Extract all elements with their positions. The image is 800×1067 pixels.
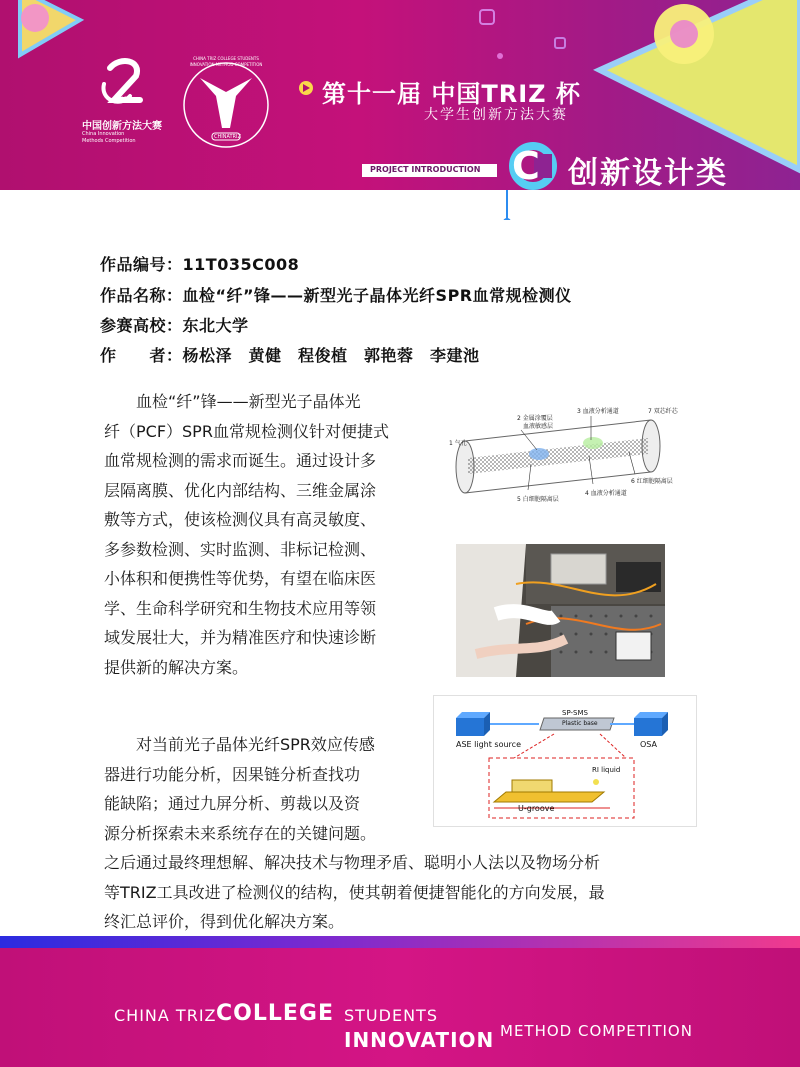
p2-line: 之后通过最终理想解、解决技术与物理矛盾、聪明小人法以及物场分析 xyxy=(104,853,601,872)
fig1-label-1: 1 气孔 xyxy=(449,440,467,447)
meta-id-value: 11T035C008 xyxy=(182,255,300,274)
category-title: 创新设计类 xyxy=(568,156,728,190)
p2-line: 终汇总评价，得到优化解决方案。 xyxy=(104,912,345,931)
figure-schematic xyxy=(433,695,697,827)
p2-line: 器进行功能分析，因果链分析查找功 xyxy=(104,764,361,784)
meta-school-label: 参赛高校： xyxy=(100,316,183,335)
lab-photo-illustration xyxy=(456,544,665,677)
category-letter: C xyxy=(512,144,540,188)
schematic-plastic-label: Plastic base xyxy=(562,720,598,727)
header-banner xyxy=(0,0,800,190)
p1-line: 小体积和便携性等优势，有望在临床医 xyxy=(104,569,377,588)
paragraph-2-full xyxy=(104,848,704,937)
meta-id xyxy=(100,252,299,275)
fig1-label-4: 4 血液分析通道 xyxy=(585,490,627,497)
figure-pcf-diagram xyxy=(443,394,678,516)
footer-word-method-competition: METHOD COMPETITION xyxy=(500,1022,693,1040)
p1-line: 敷等方式，使该检测仪具有高灵敏度、 xyxy=(104,510,377,529)
header-separator xyxy=(0,190,800,220)
left-logo-text: 中国创新方法大赛 xyxy=(82,121,162,132)
footer-banner xyxy=(0,948,800,1067)
fig1-label-2a: 2 金属涂覆层 xyxy=(517,415,553,422)
meta-name-label: 作品名称： xyxy=(100,286,183,305)
figure-lab-photo xyxy=(456,544,665,677)
fig1-label-5: 5 白细胞隔离层 xyxy=(517,496,559,503)
p1-line: 域发展壮大，并为精准医疗和快速诊断 xyxy=(104,628,377,647)
footer-word-innovation: INNOVATION xyxy=(344,1028,495,1052)
p1-line: 多参数检测、实时监测、非标记检测、 xyxy=(104,539,377,559)
p1-line: 纤（PCF）SPR血常规检测仪针对便捷式 xyxy=(104,421,389,441)
fig1-label-2b: 血液敏感层 xyxy=(523,423,554,430)
p1-line: 血检“纤”锋——新型光子晶体光 xyxy=(104,392,361,411)
event-subtitle: 大学生创新方法大赛 xyxy=(424,107,568,123)
schematic-sp-label: SP-SMS xyxy=(562,709,588,717)
left-logo-sub: China Innovation Methods Competition xyxy=(82,131,136,144)
left-glow-circle xyxy=(21,4,49,32)
seal-emblem xyxy=(200,78,252,128)
p1-line: 学、生命科学研究和生物技术应用等领 xyxy=(104,598,377,618)
footer-word-china-triz: CHINA TRIZ xyxy=(114,1006,217,1025)
meta-name-value: 血检“纤”锋——新型光子晶体光纤SPR血常规检测仪 xyxy=(182,286,572,305)
separator-dot xyxy=(503,218,511,220)
p2-line: 能缺陷；通过九屏分析、剪裁以及资 xyxy=(104,794,361,813)
footer-word-students: STUDENTS xyxy=(344,1006,438,1025)
schematic-ase-label: ASE light source xyxy=(456,740,521,749)
paragraph-2-short xyxy=(104,730,424,848)
p2-line: 源分析探索未来系统存在的关键问题。 xyxy=(104,823,377,843)
fig1-label-6: 6 红细胞隔离层 xyxy=(631,478,673,485)
meta-authors xyxy=(100,343,480,366)
footer-word-college: COLLEGE xyxy=(216,1001,334,1026)
schematic-ugroove-label: U-groove xyxy=(518,804,555,813)
schematic-ri-label: RI liquid xyxy=(592,766,621,774)
event-title: 第十一届 中国TRIZ 杯 xyxy=(322,80,581,108)
meta-authors-value: 杨松泽 黄健 程俊植 郭艳蓉 李建池 xyxy=(182,346,480,365)
fig1-label-7: 7 双芯纤芯 xyxy=(648,408,678,415)
section-tag: PROJECT INTRODUCTION xyxy=(370,165,481,174)
seal-mark: CHINATRIZ xyxy=(214,134,241,140)
meta-authors-label: 作 者： xyxy=(100,346,183,365)
left-logo-mark: CIMC xyxy=(112,96,128,103)
fig1-label-3: 3 血液分析通道 xyxy=(577,408,619,415)
meta-school-value: 东北大学 xyxy=(182,316,249,335)
p1-line: 血常规检测的需求而诞生。通过设计多 xyxy=(104,451,377,470)
paragraph-1 xyxy=(104,387,434,682)
meta-id-label: 作品编号： xyxy=(100,255,183,274)
schematic-osa-label: OSA xyxy=(640,740,657,749)
p1-line: 层隔离膜、优化内部结构、三维金属涂 xyxy=(104,480,377,500)
meta-name xyxy=(100,283,572,306)
p1-line: 提供新的解决方案。 xyxy=(104,657,249,677)
p2-line: 对当前光子晶体光纤SPR效应传感 xyxy=(104,735,375,754)
p2-line: 等TRIZ工具改进了检测仪的结构，使其朝着便捷智能化的方向发展，最 xyxy=(104,882,605,902)
meta-school xyxy=(100,313,249,336)
seal-text: CHINA TRIZ COLLEGE STUDENTS INNOVATION METHOD COMPETITION xyxy=(189,56,263,67)
